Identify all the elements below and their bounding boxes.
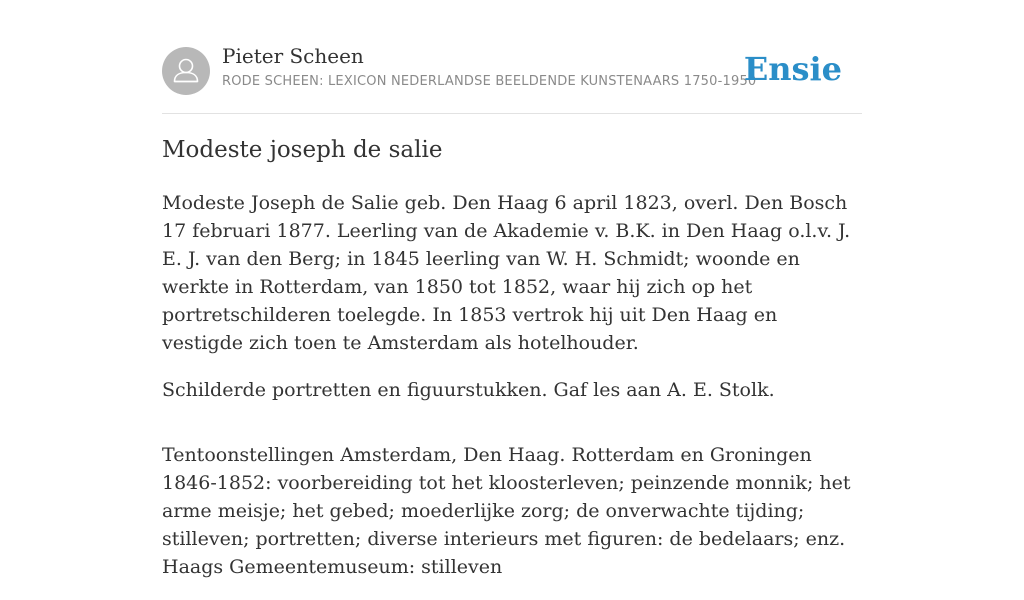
ensie-logo[interactable]: Ensie [743,50,842,88]
author-name[interactable]: Pieter Scheen [222,44,364,68]
article-body [162,189,862,600]
article-paragraph: Modeste Joseph de Salie geb. Den Haag 6 april 1823, overl. Den Bosch 17 februari 1877. Leerling van de Akademie v. B.K. in Den Haag o.l.v. J. E. J. van den Berg; in 1845 leerling van W. H. Schmidt; woonde en werkte in Rotterdam, van 1850 tot 1852, waar hij zich op het portretschilderen toelegde. In 1853 vertrok hij uit Den Haag en vestigde zich toen te Amsterdam als hotelhouder. [162,192,851,354]
article-paragraph: Schilderde portretten en figuurstukken. Gaf les aan A. E. Stolk. [162,379,775,401]
author-avatar[interactable] [162,47,210,95]
source-name[interactable]: RODE SCHEEN: LEXICON NEDERLANDSE BEELDENDE KUNSTENAARS 1750-1950 [222,74,757,89]
article-header [162,0,862,114]
user-icon [162,47,210,95]
article-title: Modeste joseph de salie [162,137,443,163]
page-container [162,0,862,578]
article-paragraph: Tentoonstellingen Amsterdam, Den Haag. Rotterdam en Groningen 1846-1852: voorbereiding tot het kloosterleven; peinzende monnik; het arme meisje; het gebed; moederlijke zorg; de onverwachte tijding; stilleven; portretten; diverse interieurs met figuren: de bedelaars; enz. Haags Gemeentemuseum: stilleven [162,444,851,578]
